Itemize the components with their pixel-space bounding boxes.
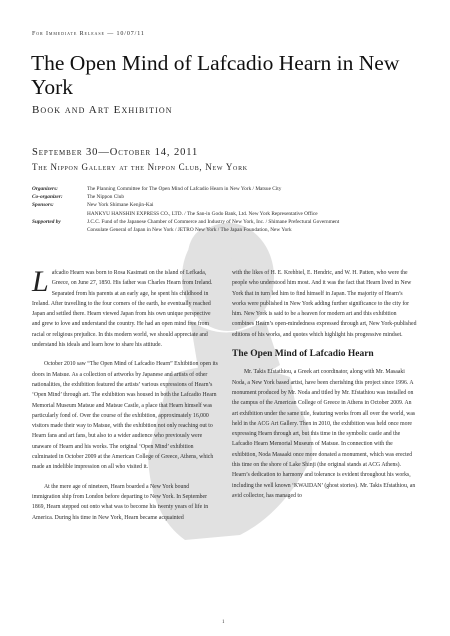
section-heading: The Open Mind of Lafcadio Hearn xyxy=(232,349,374,360)
credit-label: Supported by xyxy=(32,218,61,225)
credit-value: Consulate General of Japan in New York / JETRO New York / The Japan Foundation, New York xyxy=(87,227,292,234)
page-number: 1 xyxy=(222,620,225,625)
credit-label: Co-organizer: xyxy=(32,194,63,201)
credit-supported xyxy=(32,218,432,226)
release-line: For Immediate Release — 10/07/11 xyxy=(32,31,145,37)
credit-sponsors xyxy=(32,201,432,209)
credits-block xyxy=(32,185,432,234)
credit-label: Sponsors: xyxy=(32,202,54,209)
body-paragraph: Lafcadio Hearn was born to Rosa Kasimati on the island of Lefkada, Greece, on June 27, 1850. His father was Charles Hearn from Ireland. Separated from his parents at an early age, he spent his childhood in Ireland. After travelling to the four corners of the earth, he eventually reached Japan and settled there. Hearn viewed Japan from his own unique perspective and grew to love and understand the country. He had an open mind free from racial or religious prejudice. In this modern world, we should appreciate and understand his ideals and learn how to share his attitude. xyxy=(32,265,213,349)
body-paragraph: At the mere age of nineteen, Hearn boarded a New York bound immigration ship from London before departing to New York. In September 1869, Hearn stepped out onto what was to become his twenty years of life in America. During his time in New York, Hearn became acquainted xyxy=(32,483,209,521)
body-paragraph: October 2010 saw “The Open Mind of Lafcadio Hearn” Exhibition open its doors in Matsue. As a collection of artworks by Japanese and artists of other nationalities, the exhibition featured the artists’ various expressions of Hearn’s ‘Open Mind’ through art. The exhibition was housed in both the Lafcadio Hearn Memorial Museum Matsue and Matsue Castle, a place that Hearn himself was particularly fond of. Over the course of the exhibition, approximately 16,000 visitors made their way to Matsue, with the exhibition not only reaching out to Hearn fans and art fans, but also to a wider audience who previously were unaware of Hearn and his works. The original ‘Open Mind’ exhibition culminated in October 2009 at the American College of Greece, Athens, which made an indelible impression on all who visited it. xyxy=(32,361,218,471)
credit-organizers xyxy=(32,185,432,193)
credit-sponsors-cont xyxy=(32,210,432,218)
body-column-right xyxy=(232,268,418,510)
credit-value: J.C.C. Fund of the Japanese Chamber of Commerce and Industry of New York, Inc. / Shimane Prefectural Government xyxy=(87,218,340,225)
credit-label: Organizers: xyxy=(32,186,58,192)
page-title: The Open Mind of Lafcadio Hearn in New York xyxy=(31,51,400,99)
credit-value: The Planning Committee for The Open Mind of Lafcadio Hearn in New York / Matsue City xyxy=(87,186,282,192)
credit-value: New York Shimane Kenjin-Kai xyxy=(87,202,154,209)
body-paragraph: with the likes of H. E. Krehbiel, E. Hendric, and W. H. Patten, who were the people who understood him most. And it was the fact that Hearn lived in New York that in turn led him to find himself in Japan. The majority of Hearn’s works were published in New York adding further significance to the city for him. New York is said to be a heaven for modern art and this exhibition combines Hearn’s open-mindedness expressed through art, New York-published editions of his works, and quotes which highlight his progressive mindset. xyxy=(232,270,417,338)
exhibition-dates: September 30—October 14, 2011 xyxy=(32,147,199,158)
body-column-left xyxy=(32,265,218,532)
credit-value: The Nippon Club xyxy=(87,194,125,201)
credit-value: HANKYU HANSHIN EXPRESS CO., LTD. / The San-in Godo Bank, Ltd. New York Representative Office xyxy=(87,210,318,217)
credit-coorganizer xyxy=(32,193,432,201)
body-paragraph: Mr. Takis Efstathiou, a Greek art coordinator, along with Mr. Masaaki Noda, a New York based artist, have been cherishing this project since 1996. A monument produced by Mr. Noda and titled by Mr. Efstathiou was installed on the campus of the American College of Greece in Athens in October 2009. An art exhibition under the same title, featuring works from all over the world, was held in the ACG Art Gallery. Then in 2010, the exhibition was held once more expressing Hearn through art, but this time in the symbolic castle and the Lafcadio Hearn Memorial Museum of Matsue. In connection with the exhibition, Noda Masaaki once more donated a monument, which was erected this time on the shore of Lake Shinji (the original stands at ACG Athens). Hearn’s dedication to harmony and tolerance is evident throughout his works, including the well known ‘KWAIDAN’ (ghost stories). Mr. Takis Efstathiou, an avid collector, has managed to xyxy=(232,369,416,499)
credit-supported-cont xyxy=(32,226,432,234)
page-subtitle: Book and Art Exhibition xyxy=(32,104,173,116)
exhibition-venue: The Nippon Gallery at the Nippon Club, New York xyxy=(32,162,248,172)
